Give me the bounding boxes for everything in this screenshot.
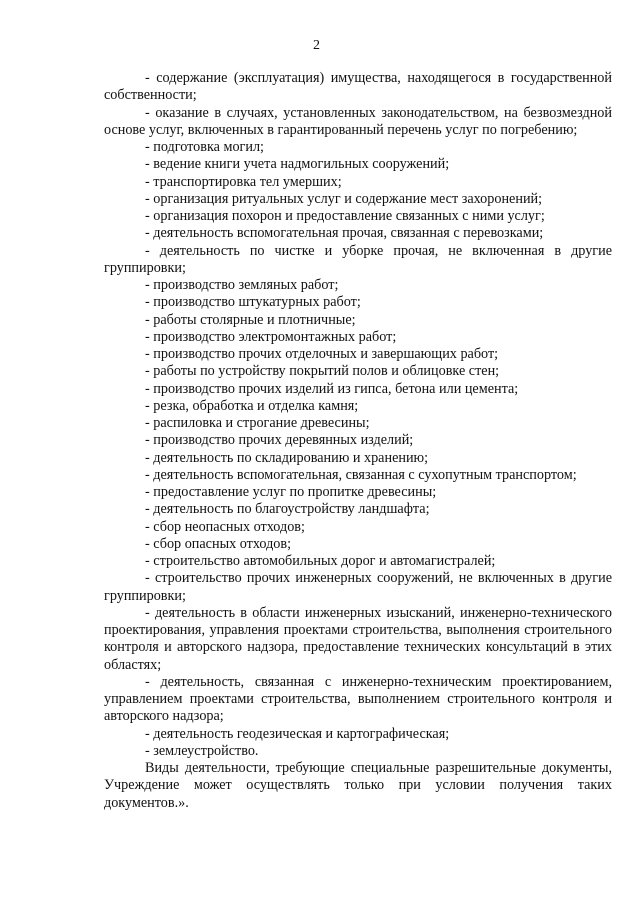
list-item: - производство штукатурных работ; [145,294,361,311]
list-item: - ведение книги учета надмогильных сооружений; [145,156,450,173]
list-item: - деятельность по благоустройству ландшафта; [145,501,430,518]
list-item: - деятельность в области инженерных изысканий, инженерно-технического проектирования, управления проектами строительства, выполнения строительного контроля и авторского надзора, предоставление технических консультаций в этих областях; [104,604,612,673]
paragraph: - содержание (эксплуатация) имущества, находящегося в государственной собственности; [104,70,612,104]
list-item: - работы по устройству покрытий полов и облицовке стен; [145,363,500,380]
list-item: - строительство прочих инженерных сооружений, не включенных в другие группировки; [104,570,612,604]
list-item: - деятельность по складированию и хранению; [145,449,429,466]
list-item: - строительство автомобильных дорог и автомагистралей; [145,553,496,569]
list-item: - деятельность геодезическая и картографическая; [145,725,450,742]
paragraph: - оказание в случаях, установленных законодательством, на безвозмездной основе услуг, включенных в гарантированный перечень услуг по погребению; [104,104,612,138]
list-item: - сбор неопасных отходов; [145,518,305,535]
list-item: - деятельность вспомогательная, связанная с сухопутным транспортом; [145,466,577,483]
list-item: - подготовка могил; [145,139,264,155]
list-item: - производство прочих отделочных и завершающих работ; [145,346,499,362]
list-item: - деятельность вспомогательная прочая, связанная с перевозками; [145,225,544,242]
list-item: - сбор опасных отходов; [145,535,292,552]
closing-paragraph: Виды деятельности, требующие специальные разрешительные документы, Учреждение может осуществлять только при условии получения таких документов.». [104,760,612,811]
list-item: - предоставление услуг по пропитке древесины; [145,484,437,500]
list-item: - производство прочих изделий из гипса, бетона или цемента; [145,380,519,397]
document-body [104,70,612,812]
list-item: - деятельность, связанная с инженерно-техническим проектированием, управлением проектами строительства, выполнением строительного контроля и авторского надзора; [104,673,612,725]
list-item: - производство электромонтажных работ; [145,328,397,345]
list-item: - работы столярные и плотничные; [145,311,356,328]
list-item: - организация ритуальных услуг и содержание мест захоронений; [145,190,543,207]
list-item: - производство прочих деревянных изделий; [145,432,414,449]
list-item: - деятельность по чистке и уборке прочая, не включенная в другие группировки; [104,242,612,276]
list-item: - организация похорон и предоставление связанных с ними услуг; [145,208,545,224]
list-item: - землеустройство. [145,742,259,759]
list-item: - транспортировка тел умерших; [145,173,342,190]
page-number: 2 [313,38,320,53]
list-item: - резка, обработка и отделка камня; [145,397,359,414]
list-item: - распиловка и строгание древесины; [145,415,370,431]
list-item: - производство земляных работ; [145,277,339,293]
